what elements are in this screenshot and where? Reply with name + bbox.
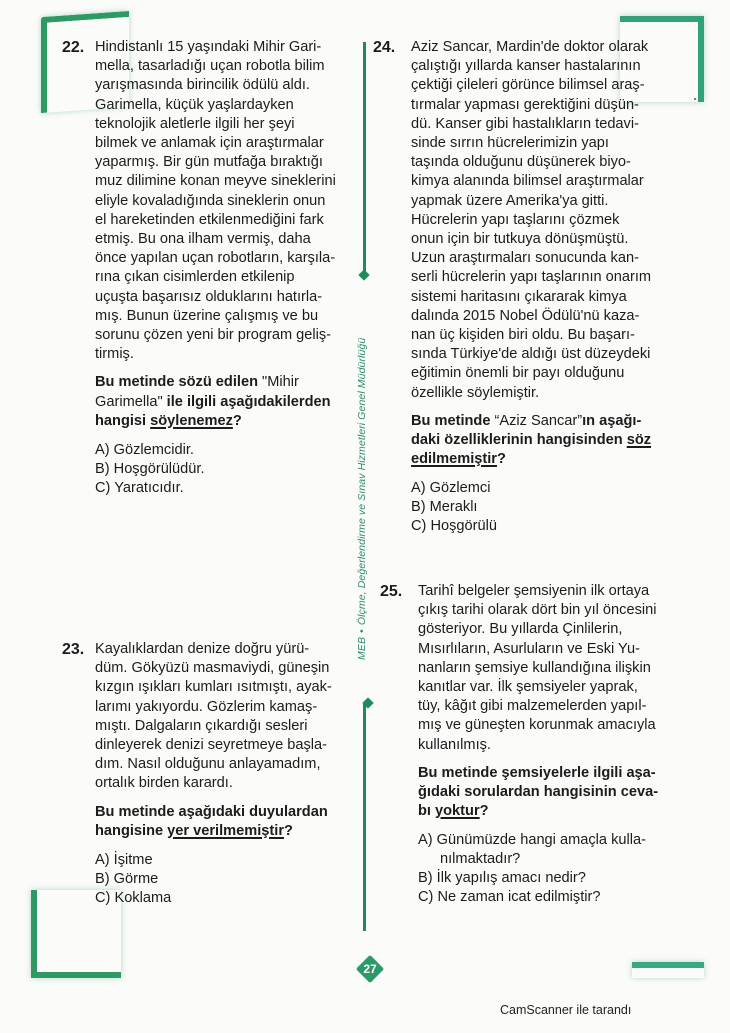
prompt-text: ?	[284, 822, 293, 839]
passage-line: Hücrelerin yapı taşlarını çözmek	[411, 211, 620, 228]
passage-line: Mısırlıların, Asurluların ve Eski Yu-	[418, 640, 640, 657]
passage-line: nan üç kişiden biri oldu. Bu başarı-	[411, 327, 635, 344]
option-c[interactable]: C) Ne zaman icat edilmiştir?	[418, 889, 601, 906]
option-a[interactable]	[418, 831, 708, 869]
prompt-text: ile ilgili aşağıdakilerden	[162, 393, 331, 410]
prompt-quote: “Aziz Sancar”	[494, 412, 583, 429]
passage-line: mıştı. Dalgaların çıkardığı sesleri	[95, 717, 308, 734]
passage-line: Hindistanlı 15 yaşındaki Mihir Gari-	[95, 39, 322, 55]
passage-line: sinde sırrın hücrelerimizin yapı	[411, 135, 609, 152]
passage-line: kullanılmış.	[418, 736, 491, 753]
passage-line: mış. Bunun üzerine çalışmış ve bu	[95, 307, 319, 324]
option-b[interactable]: B) İlk yapılış amacı nedir?	[418, 870, 586, 887]
answer-options	[95, 851, 363, 908]
option-text: A) Günümüzde hangi amaçla kulla-	[418, 832, 646, 849]
passage-line: dalında 2015 Nobel Ödülü'nü kaza-	[411, 307, 640, 324]
passage-line: çıkış tarihi olarak dört bin yıl öncesini	[418, 602, 657, 619]
question-prompt	[95, 803, 363, 841]
passage-line: tirmiş.	[95, 346, 134, 363]
answer-options	[418, 831, 708, 907]
passage-line: tüy, kâğıt gibi malzemelerden yapıl-	[418, 698, 647, 715]
passage-line: Tarihî belgeler şemsiyenin ilk ortaya	[418, 583, 650, 599]
publisher-dept: Ölçme, Değerlendirme ve Sınav Hizmetleri Genel Müdürlüğü	[356, 337, 368, 626]
column-divider-bottom	[363, 703, 366, 931]
passage-line: gösteriyor. Bu yıllarda Çinlilerin,	[418, 621, 623, 638]
passage-line: önce yapılan uçan robotların, karşıla-	[95, 250, 336, 267]
question-passage	[95, 640, 363, 794]
passage-line: serli hücrelerin yapı taşlarının onarım	[411, 269, 652, 286]
question-passage	[418, 582, 708, 755]
prompt-emphasis: söz	[626, 432, 652, 449]
passage-line: ortalık birden karardı.	[95, 775, 233, 792]
prompt-text: hangisine	[95, 822, 168, 839]
prompt-text: ın aşağı-	[582, 412, 642, 429]
passage-line: tırmalar yapması gerektiğini düşün-	[411, 96, 639, 113]
passage-line: el hareketinden etkilenmediğini fark	[95, 211, 324, 228]
prompt-quote: "Mihir	[262, 374, 299, 391]
passage-line: onun için bir tutkuya dönüşmüştü.	[411, 231, 629, 248]
passage-line: Kayalıklardan denize doğru yürü-	[95, 641, 310, 657]
passage-line: uçuşta başarısız olduklarını hatırla-	[95, 288, 323, 305]
passage-line: çektiği çileleri görünce bilimsel araş-	[411, 77, 645, 94]
passage-line: Uzun araştırmaları sonucunda kan-	[411, 250, 639, 267]
passage-line: muz dilimine konan meyve sineklerini	[95, 173, 336, 190]
scanner-watermark: CamScanner ile tarandı	[500, 1003, 632, 1017]
passage-line: özellikle söylemiştir.	[411, 384, 540, 401]
option-c[interactable]: C) Hoşgörülü	[411, 518, 497, 535]
answer-options	[411, 479, 701, 536]
option-b[interactable]: B) Meraklı	[411, 499, 478, 516]
prompt-text: hangisi	[95, 412, 151, 429]
question-passage	[95, 38, 363, 364]
prompt-text: Bu metinde aşağıdaki duyulardan	[95, 803, 328, 820]
answer-options	[95, 441, 363, 498]
question-passage	[411, 38, 701, 403]
passage-line: larımı yakıyordu. Gözlerim kamaş-	[95, 698, 318, 715]
passage-line: düm. Gökyüzü masmaviydi, güneşin	[95, 660, 330, 677]
question-25	[380, 582, 708, 907]
question-number: 22.	[62, 39, 85, 56]
question-prompt	[418, 764, 708, 822]
passage-line: sorunu çözen yeni bir program geliş-	[95, 327, 332, 344]
passage-line: dü. Kanser gibi hastalıkların tedavi-	[411, 115, 639, 132]
question-22	[62, 38, 363, 498]
prompt-quote: Garimella"	[95, 393, 163, 410]
option-a[interactable]: A) Gözlemcidir.	[95, 442, 194, 459]
option-a[interactable]: A) Gözlemci	[411, 480, 491, 497]
question-number: 23.	[62, 641, 85, 658]
separator: •	[356, 629, 368, 633]
corner-bracket-bottom-right	[632, 962, 704, 978]
passage-line: teknolojik aletlerle ilgili her şeyi	[95, 115, 295, 132]
prompt-text: ?	[496, 451, 506, 468]
passage-line: eğitimin önemli bir payı olduğunu	[411, 365, 625, 382]
option-a[interactable]: A) İşitme	[95, 852, 153, 869]
passage-line: sında Türkiye'de aldığı üst düzeydeki	[411, 346, 651, 363]
page-number: 27	[363, 962, 377, 976]
question-number: 25.	[380, 583, 403, 600]
passage-line: mella, tasarladığı uçan robotla bilim	[95, 58, 325, 75]
prompt-emphasis: yoktur	[435, 803, 480, 820]
passage-line: eliyle kovaladığında sineklerin onun	[95, 192, 326, 209]
question-prompt	[411, 412, 701, 470]
passage-line: kimya alanında bilimsel araştırmalar	[411, 173, 644, 190]
question-number: 24.	[373, 39, 396, 56]
passage-line: yarışmasında birincilik ödülü aldı.	[95, 77, 310, 94]
passage-line: yaparmış. Bir gün mutfağa bıraktığı	[95, 154, 323, 171]
passage-line: etmiş. Bu ona ilham vermiş, daha	[95, 231, 311, 248]
question-23	[62, 640, 363, 908]
page-number-badge	[356, 955, 384, 983]
option-c[interactable]: C) Yaratıcıdır.	[95, 480, 184, 497]
prompt-text: ?	[232, 412, 242, 429]
passage-line: Garimella, küçük yaşlardayken	[95, 96, 294, 113]
passage-line: çalıştığı yıllarda kanser hastalarının	[411, 58, 641, 75]
passage-line: kızgın ışıkları kumları ısıtmıştı, ayak-	[95, 679, 332, 696]
publisher-org: MEB	[356, 636, 368, 660]
prompt-text: ğıdaki sorulardan hangisinin ceva-	[418, 784, 659, 801]
passage-line: sistemi haritasını çıkararak kimya	[411, 288, 627, 305]
passage-line: taşında olduğunu düşünerek biyo-	[411, 154, 631, 171]
passage-line: rına çıkan cisimlerden etkilenip	[95, 269, 295, 286]
passage-line: nanların şemsiye kullandığına ilişkin	[418, 659, 651, 676]
prompt-text: Bu metinde şemsiyelerle ilgili aşa-	[418, 764, 656, 781]
question-24	[373, 38, 701, 536]
passage-line: bilmek ve anlamak için araştırmalar	[95, 135, 324, 152]
option-c[interactable]: C) Koklama	[95, 890, 172, 907]
question-prompt	[95, 373, 363, 431]
passage-line: dinleyerek denizi seyretmeye başla-	[95, 737, 327, 754]
prompt-emphasis: yer verilmemiştir	[167, 822, 284, 839]
prompt-text: bı	[418, 803, 436, 820]
prompt-text: Bu metinde sözü edilen	[95, 374, 263, 391]
prompt-text: Bu metinde	[411, 412, 495, 429]
passage-line: yapmak üzere Amerika'ya gitti.	[411, 192, 609, 209]
passage-line: dım. Nasıl olduğunu anlayamadım,	[95, 756, 321, 773]
prompt-text: daki özelliklerinin hangisinden	[411, 432, 627, 449]
passage-line: mış ve güneşten korunmak amacıyla	[418, 717, 656, 734]
prompt-emphasis: edilmemiştir	[411, 451, 497, 468]
prompt-emphasis: söylenemez	[150, 412, 233, 429]
passage-line: Aziz Sancar, Mardin'de doktor olarak	[411, 39, 649, 55]
option-text-continued: nılmaktadır?	[440, 851, 521, 868]
prompt-text: ?	[479, 803, 489, 820]
column-divider-top	[363, 42, 366, 274]
option-b[interactable]: B) Hoşgörülüdür.	[95, 461, 205, 478]
passage-line: kanıtlar var. İlk şemsiyeler yaprak,	[418, 679, 638, 696]
option-b[interactable]: B) Görme	[95, 871, 159, 888]
